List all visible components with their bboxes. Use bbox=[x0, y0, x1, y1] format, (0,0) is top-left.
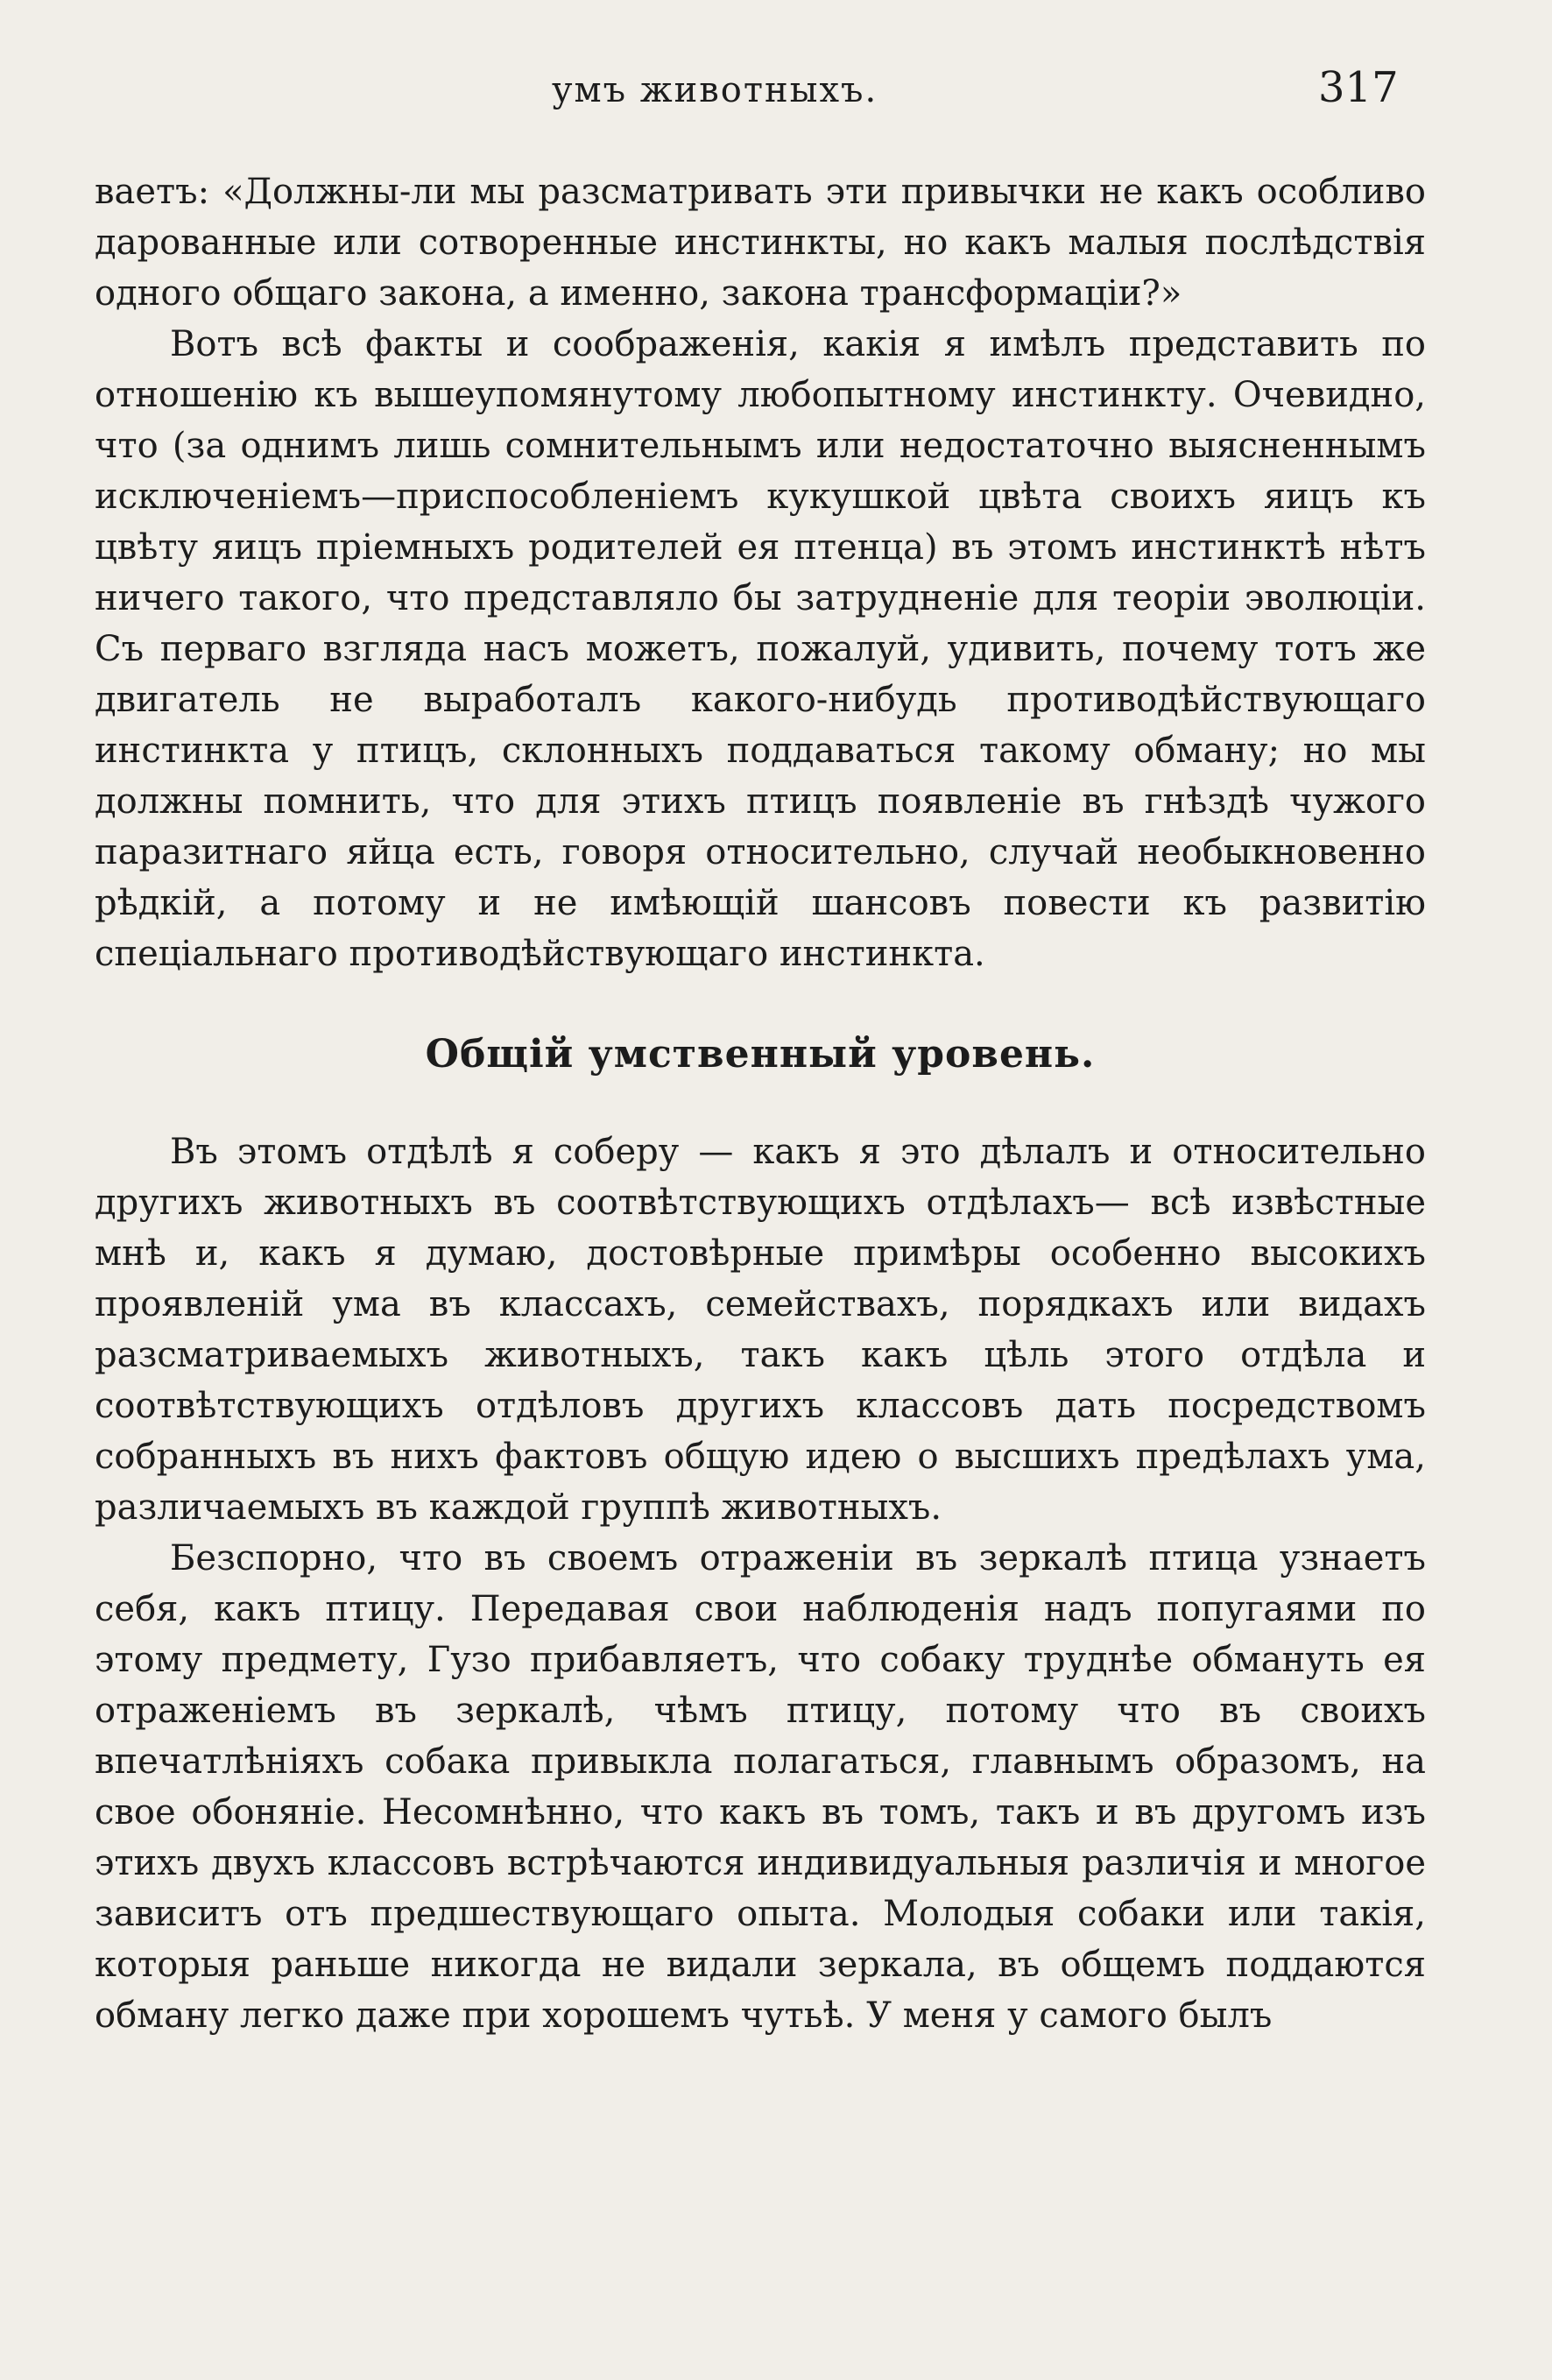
paragraph-section-intro: Въ этомъ отдѣлѣ я соберу — какъ я это дѣлалъ и относительно другихъ животныхъ въ соотвѣтствующихъ отдѣлахъ— всѣ извѣстные мнѣ и, какъ я думаю, достовѣрные примѣры особенно высокихъ проявленій ума въ классахъ, семействахъ, порядкахъ или видахъ разсматриваемыхъ животныхъ, такъ какъ цѣль этого отдѣла и соотвѣтствующихъ отдѣловъ другихъ классовъ дать посредствомъ собранныхъ въ нихъ фактовъ общую идею о высшихъ предѣлахъ ума, различаемыхъ въ каждой группѣ животныхъ. bbox=[95, 1132, 1426, 1528]
running-title: умъ животныхъ. bbox=[552, 70, 878, 110]
running-head bbox=[0, 63, 1552, 116]
body-text bbox=[95, 166, 1426, 2041]
section-heading: Общій умственный уровень. bbox=[425, 1032, 1096, 1077]
page-number: 317 bbox=[1318, 63, 1399, 112]
paragraph-continuation: ваетъ: «Должны-ли мы разсматривать эти привычки не какъ особливо дарованные или сотворенные инстинкты, но какъ малыя послѣдствія одного общаго закона, а именно, закона трансформаціи?» bbox=[95, 172, 1426, 314]
paragraph-cuckoo-instinct: Вотъ всѣ факты и соображенія, какія я имѣлъ представить по отношенію къ вышеупомянутому любопытному инстинкту. Очевидно, что (за однимъ лишь сомнительнымъ или недостаточно выясненнымъ исключеніемъ—приспособленіемъ кукушкой цвѣта своихъ яицъ къ цвѣту яицъ пріемныхъ родителей ея птенца) въ этомъ инстинктѣ нѣтъ ничего такого, что представляло бы затрудненіе для теоріи эволюціи. Съ перваго взгляда насъ можетъ, пожалуй, удивить, почему тотъ же двигатель не выработалъ какого-нибудь противодѣйствующаго инстинкта у птицъ, склонныхъ поддаваться такому обману; но мы должны помнить, что для этихъ птицъ появленіе въ гнѣздѣ чужого паразитнаго яйца есть, говоря относительно, случай необыкновенно рѣдкій, а потому и не имѣющій шансовъ повести къ развитію спеціальнаго противодѣйствующаго инстинкта. bbox=[95, 324, 1426, 974]
paragraph-mirror-reflection: Безспорно, что въ своемъ отраженіи въ зеркалѣ птица узнаетъ себя, какъ птицу. Передавая свои наблюденія надъ попугаями по этому предмету, Гузо прибавляетъ, что собаку труднѣе обмануть ея отраженіемъ въ зеркалѣ, чѣмъ птицу, потому что въ своихъ впечатлѣніяхъ собака привыкла полагаться, главнымъ образомъ, на свое обоняніе. Несомнѣнно, что какъ въ томъ, такъ и въ другомъ изъ этихъ двухъ классовъ встрѣчаются индивидуальныя различія и многое зависитъ отъ предшествующаго опыта. Молодыя собаки или такія, которыя раньше никогда не видали зеркала, въ общемъ поддаются обману легко даже при хорошемъ чутьѣ. У меня у самого былъ bbox=[95, 1538, 1426, 2036]
